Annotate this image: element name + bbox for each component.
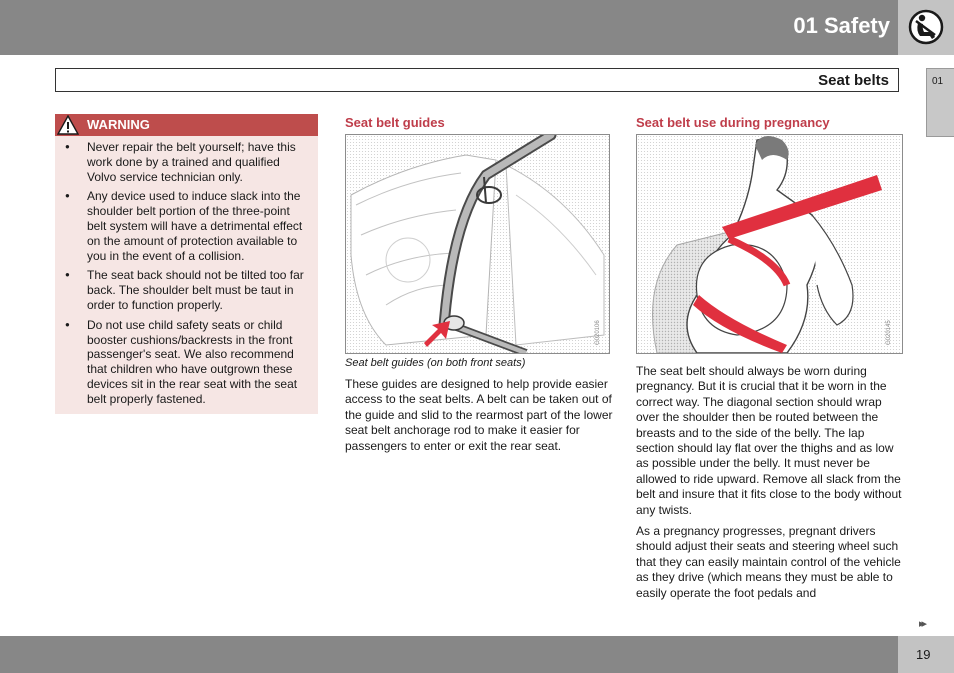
continue-arrow-icon[interactable]: ▸▸ [919, 618, 925, 630]
pregnancy-belt-illustration [636, 134, 903, 354]
pregnancy-paragraph: The seat belt should always be worn during pregnancy. But it is crucial that it be worn in the correct way. The diagonal section should wrap over the shoulder then be routed between the breasts and to the side of the belly. The lap section should lay flat over the thighs and as low as possible under the belly. It must never be allowed to ride upward. Remove all slack from the belt and insure that it fits close to the body without any twists. [636, 364, 902, 517]
section-title: Seat belts [818, 72, 889, 89]
pregnancy-body-text [636, 364, 904, 607]
warning-item: ● Do not use child safety seats or child booster cushions/backrests in the front passenger's seat. We also recommend that children who have outgrown these devices sit in the rear seat with the seat belt properly fastened. [64, 318, 310, 407]
chapter-icon-box [898, 0, 954, 55]
section-title-bar [55, 68, 899, 92]
seat-belt-guide-illustration [345, 134, 610, 354]
page-number: 19 [916, 647, 931, 662]
warning-triangle-icon [57, 115, 79, 135]
chapter-header-bar [0, 0, 954, 55]
page-number-box [898, 636, 954, 673]
chapter-side-tab[interactable] [926, 68, 954, 137]
chapter-title: 01 Safety [793, 13, 890, 38]
warning-list [55, 136, 318, 407]
guides-heading: Seat belt guides [345, 115, 445, 130]
warning-item: ● Any device used to induce slack into the shoulder belt portion of the three-point belt system will have a detrimental effect on the amount of protection available to you in the event of a collision. [64, 189, 310, 263]
warning-header [55, 114, 318, 136]
seatbelt-icon [908, 9, 944, 45]
guides-body-text: These guides are designed to help provide easier access to the seat belts. A belt can be taken out of the guide and slid to the rearmost part of the lower seat belt anchorage rod to make it easier for passengers to enter or exit the rear seat. [345, 377, 613, 453]
guides-figure-code: G020106 [595, 320, 601, 345]
footer-bar [0, 636, 954, 673]
pregnancy-figure-code: G020145 [886, 320, 892, 345]
warning-item: ● The seat back should not be tilted too far back. The shoulder belt must be taut in order to function properly. [64, 268, 310, 312]
pregnancy-paragraph: As a pregnancy progresses, pregnant drivers should adjust their seats and steering wheel such that they can easily maintain control of the vehicle as they drive (which means they must be able to easily operate the foot pedals and [636, 524, 901, 600]
chapter-side-tab-label: 01 [932, 76, 944, 87]
warning-box [55, 114, 318, 414]
pregnancy-heading: Seat belt use during pregnancy [636, 115, 830, 130]
guides-caption: Seat belt guides (on both front seats) [345, 357, 526, 369]
warning-item: ● Never repair the belt yourself; have this work done by a trained and qualified Volvo service technician only. [64, 140, 310, 184]
warning-label: WARNING [87, 117, 150, 132]
